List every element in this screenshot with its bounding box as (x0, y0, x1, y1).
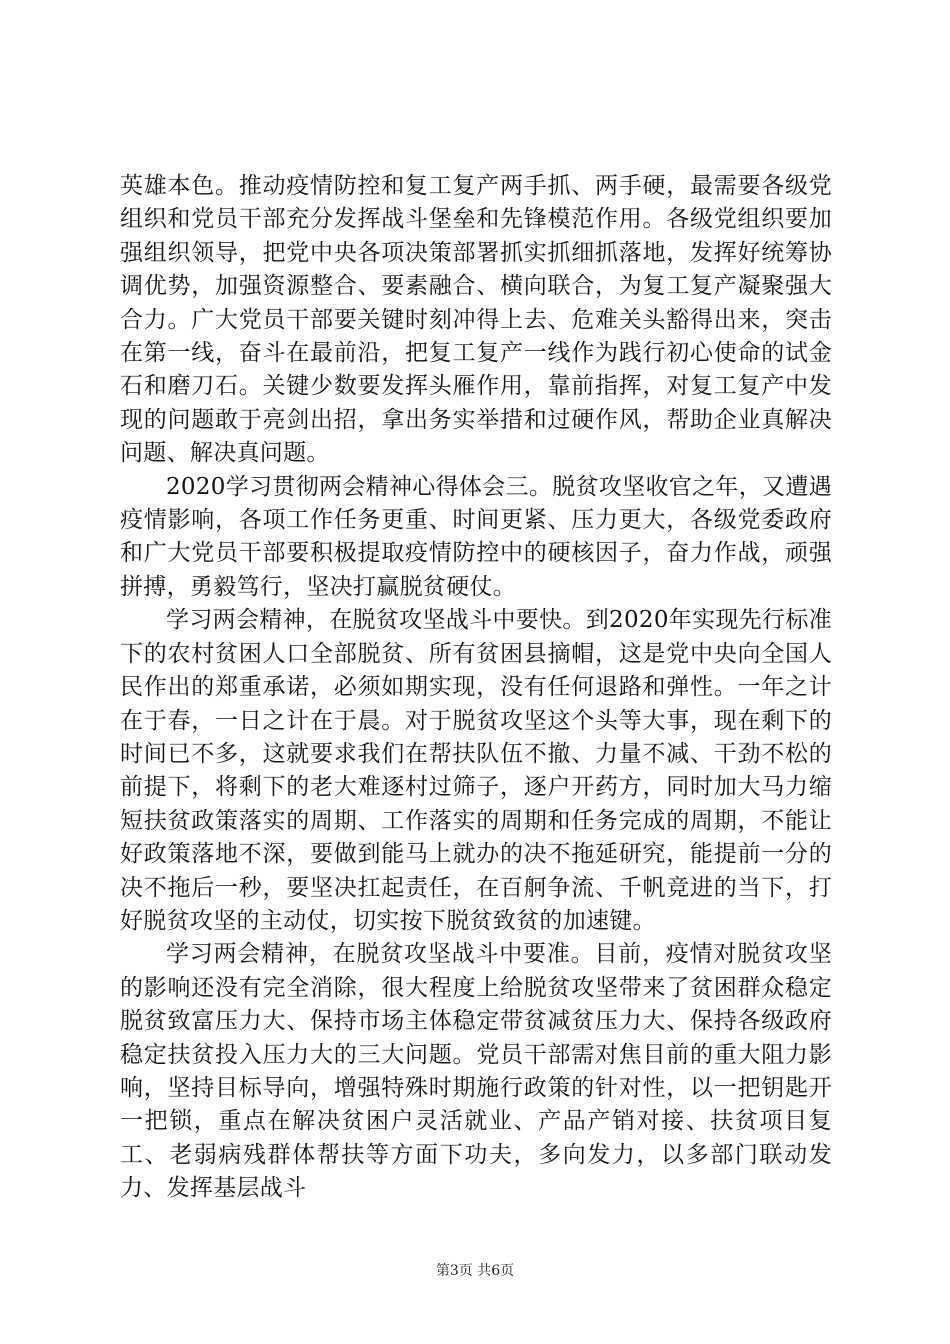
paragraph-3: 学习两会精神，在脱贫攻坚战斗中要快。到2020年实现先行标准下的农村贫困人口全部脱贫、所有贫困县摘帽，这是党中央向全国人民作出的郑重承诺，必须如期实现，没有任何退路和弹性。一年之计在于春，一日之计在于晨。对于脱贫攻坚这个头等大事，现在剩下的时间已不多，这就要求我们在帮扶队伍不撤、力量不减、干劲不松的前提下，将剩下的老大难逐村过筛子，逐户开药方，同时加大马力缩短扶贫政策落实的周期、工作落实的周期和任务完成的周期，不能让好政策落地不深，要做到能马上就办的决不拖延研究，能提前一分的决不拖后一秒，要坚决扛起责任，在百舸争流、千帆竞进的当下，打好脱贫攻坚的主动仗，切实按下脱贫致贫的加速键。 (120, 607, 832, 934)
page-number-footer: 第3页 共6页 (435, 1263, 515, 1279)
paragraph-4: 学习两会精神，在脱贫攻坚战斗中要准。目前，疫情对脱贫攻坚的影响还没有完全消除，很大程度上给脱贫攻坚带来了贫困群众稳定脱贫致富压力大、保持市场主体稳定带贫减贫压力大、保持各级政府稳定扶贫投入压力大的三大问题。党员干部需对焦目前的重大阻力影响，坚持目标导向，增强特殊时期施行政策的针对性，以一把钥匙开一把锁，重点在解决贫困户灵活就业、产品产销对接、扶贫项目复工、老弱病残群体帮扶等方面下功夫，多向发力，以多部门联动发力、发挥基层战斗 (120, 941, 832, 1202)
paragraph-1: 英雄本色。推动疫情防控和复工复产两手抓、两手硬，最需要各级党组织和党员干部充分发挥战斗堡垒和先锋模范作用。各级党组织要加强组织领导，把党中央各项决策部署抓实抓细抓落地，发挥好统筹协调优势，加强资源整合、要素融合、横向联合，为复工复产凝聚强大合力。广大党员干部要关键时刻冲得上去、危难关头豁得出来，突击在第一线，奋斗在最前沿，把复工复产一线作为践行初心使命的试金石和磨刀石。关键少数要发挥头雁作用，靠前指挥，对复工复产中发现的问题敢于亮剑出招，拿出务实举措和过硬作风，帮助企业真解决问题、解决真问题。 (120, 173, 832, 467)
paragraph-2: 2020学习贯彻两会精神心得体会三。脱贫攻坚收官之年，又遭遇疫情影响，各项工作任务更重、时间更紧、压力更大，各级党委政府和广大党员干部要积极提取疫情防控中的硬核因子，奋力作战，顽强拼搏，勇毅笃行，坚决打赢脱贫硬仗。 (120, 473, 832, 600)
document-body (120, 170, 832, 1206)
